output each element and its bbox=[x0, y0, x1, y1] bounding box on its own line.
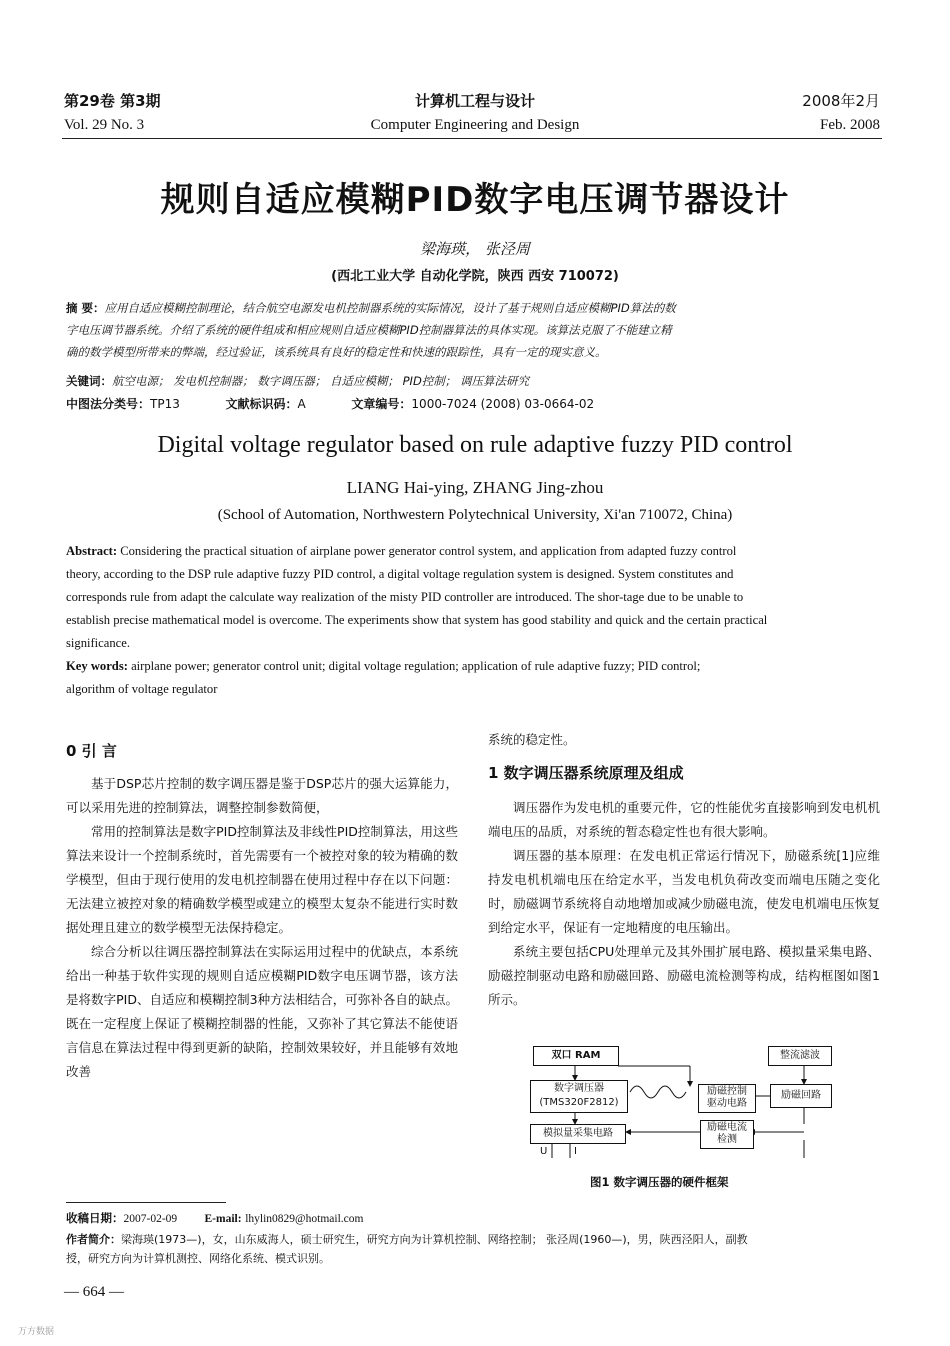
footnote-rule bbox=[66, 1202, 226, 1203]
email-address[interactable]: lhylin0829@hotmail.com bbox=[245, 1213, 364, 1225]
doc-code-label: 文献标识码： bbox=[225, 397, 298, 411]
keywords-en-label: Key words: bbox=[66, 659, 128, 673]
detect-label-2: 检测 bbox=[717, 1134, 737, 1145]
abstract-cn-line: 应用自适应模糊控制理论，结合航空电源发电机控制器系统的实际情况，设计了基于规则自适应模糊PID算法的数 bbox=[104, 301, 676, 315]
affiliation-en: (School of Automation, Northwestern Polytechnical University, Xi'an 710072, China) bbox=[217, 507, 733, 523]
excitation-drive-box bbox=[698, 1084, 756, 1113]
author-bio bbox=[66, 1230, 886, 1268]
classification-line bbox=[66, 395, 886, 412]
current-input-label: I bbox=[574, 1146, 577, 1157]
paragraph: 系统主要包括CPU处理单元及其外围扩展电路、模拟量采集电路、励磁控制驱动电路和励磁回路、励磁电流检测等构成，结构框图如图1所示。 bbox=[488, 944, 880, 1007]
watermark: 万方数据 bbox=[18, 1327, 55, 1337]
rectifier-filter-box: 整流滤波 bbox=[768, 1046, 832, 1066]
abstract-en-line: establish precise mathematical model is overcome. The experiments show that system has good stability and quick and the certain practical bbox=[66, 613, 768, 627]
figure-1-diagram bbox=[530, 1042, 840, 1162]
header-volume-en: Vol. 29 No. 3 bbox=[64, 117, 145, 133]
section-0-title: 0 引 言 bbox=[66, 742, 117, 760]
clc-label: 中图法分类号： bbox=[66, 397, 151, 411]
paragraph: 综合分析以往调压器控制算法在实际运用过程中的优缺点，本系统给出一种基于软件实现的规则自适应模糊PID数字电压调节器，该方法是将数字PID、自适应和模糊控制3种方法相结合，可弥补各自的缺点。既在一定程度上保证了模糊控制器的性能，又弥补了其它算法不能使语言信息在算法过程中得到更新的缺陷，控制效果较好，并且能够有效地改善 bbox=[66, 944, 458, 1079]
paragraph: 基于DSP芯片控制的数字调压器是鉴于DSP芯片的强大运算能力，可以采用先进的控制算法，调整控制参数简便， bbox=[66, 776, 458, 815]
right-column-body bbox=[488, 796, 880, 1012]
header-rule bbox=[62, 138, 882, 139]
authors-cn: 梁海瑛， 张泾周 bbox=[420, 240, 530, 258]
paragraph: 常用的控制算法是数字PID控制算法及非线性PID控制算法，用这些算法来设计一个控制系统时，首先需要有一个被控对象的较为精确的数学模型，但由于现行使用的发电机控制器在使用过程中存在以下问题：无法建立被控对象的精确数学模型或建立的模型太复杂不能进行实时数据处理且建立的数学模型无法保持稳定。 bbox=[66, 824, 458, 935]
keywords-cn bbox=[66, 370, 886, 392]
received-date: 2007-02-09 bbox=[123, 1213, 178, 1225]
drive-label-2: 驱动电路 bbox=[707, 1098, 747, 1109]
dsp-label: 数字调压器 bbox=[554, 1083, 604, 1094]
detect-label: 励磁电流 bbox=[707, 1122, 747, 1133]
excitation-loop-box: 励磁回路 bbox=[770, 1084, 832, 1108]
keywords-en-line: algorithm of voltage regulator bbox=[66, 682, 218, 696]
right-column-continuation: 系统的稳定性。 bbox=[488, 732, 576, 747]
figure-1-caption: 图1 数字调压器的硬件框架 bbox=[590, 1175, 729, 1189]
abstract-cn-line: 字电压调节器系统。介绍了系统的硬件组成和相应规则自适应模糊PID控制器算法的具体实现。该算法克服了不能建立精 bbox=[66, 323, 672, 337]
current-detect-box bbox=[700, 1120, 754, 1149]
article-number-label: 文章编号： bbox=[351, 397, 412, 411]
abstract-cn bbox=[66, 297, 886, 363]
bio-label: 作者简介： bbox=[66, 1233, 121, 1246]
affiliation-cn: (西北工业大学 自动化学院，陕西 西安 710072) bbox=[331, 269, 619, 284]
drive-label: 励磁控制 bbox=[707, 1086, 747, 1097]
abstract-cn-label: 摘 要： bbox=[66, 301, 105, 315]
abstract-en-line: significance. bbox=[66, 636, 130, 650]
email-label: E-mail: bbox=[204, 1213, 242, 1225]
section-1-title: 1 数字调压器系统原理及组成 bbox=[488, 764, 684, 782]
dual-port-ram-box: 双口 RAM bbox=[533, 1046, 619, 1066]
abstract-en bbox=[66, 540, 886, 701]
article-number-value: 1000-7024 (2008) 03-0664-02 bbox=[411, 397, 595, 411]
voltage-input-label: U bbox=[540, 1146, 548, 1157]
analog-acquisition-box: 模拟量采集电路 bbox=[530, 1124, 626, 1144]
bio-line: 梁海瑛(1973—)，女，山东威海人，硕士研究生，研究方向为计算机控制、网络控制； 张泾周(1960—)，男，陕西泾阳人，副教 bbox=[121, 1233, 748, 1246]
header-date-en: Feb. 2008 bbox=[820, 117, 880, 133]
abstract-en-line: corresponds rule from adapt the calculate way realization of the misty PID controller are introduced. The shor-tage due to be unable to bbox=[66, 590, 744, 604]
page-number: — 664 — bbox=[64, 1284, 124, 1300]
abstract-en-line: Considering the practical situation of airplane power generator control system, and application from adapted fuzzy control bbox=[120, 544, 737, 558]
clc-value: TP13 bbox=[150, 397, 180, 411]
paragraph: 调压器的基本原理：在发电机正常运行情况下，励磁系统[1]应维持发电机机端电压在给定水平，当发电机负荷改变而端电压随之变化时，励磁调节系统将自动地增加或减少励磁电流，使发电机端电压恢复到给定水平，保证有一定地精度的电压输出。 bbox=[488, 848, 880, 935]
keywords-en-line: airplane power; generator control unit; digital voltage regulation; application of rule adaptive fuzzy; PID control; bbox=[131, 659, 701, 673]
dsp-regulator-box bbox=[530, 1080, 628, 1113]
paper-title-en: Digital voltage regulator based on rule adaptive fuzzy PID control bbox=[157, 432, 793, 458]
received-line bbox=[66, 1210, 363, 1226]
paper-title-cn: 规则自适应模糊PID数字电压调节器设计 bbox=[160, 180, 790, 220]
header-journal-en: Computer Engineering and Design bbox=[370, 117, 580, 133]
header-date-cn: 2008年2月 bbox=[802, 92, 880, 110]
left-column-body bbox=[66, 772, 458, 1084]
abstract-en-label: Abstract: bbox=[66, 544, 118, 558]
bio-line: 授，研究方向为计算机测控、网络化系统、模式识别。 bbox=[66, 1252, 330, 1265]
abstract-cn-line: 确的数学模型所带来的弊端，经过验证，该系统具有良好的稳定性和快速的跟踪性，具有一定的现实意义。 bbox=[66, 345, 607, 359]
abstract-en-line: theory, according to the DSP rule adaptive fuzzy PID control, a digital voltage regulation system is designed. System constitutes and bbox=[66, 567, 734, 581]
header-journal-cn: 计算机工程与设计 bbox=[414, 92, 535, 110]
authors-en: LIANG Hai-ying, ZHANG Jing-zhou bbox=[346, 478, 604, 497]
doc-code-value: A bbox=[297, 397, 306, 411]
dsp-chip-label: (TMS320F2812) bbox=[539, 1097, 619, 1108]
received-label: 收稿日期： bbox=[66, 1211, 124, 1225]
keywords-cn-label: 关键词： bbox=[66, 374, 112, 388]
keywords-cn-text: 航空电源； 发电机控制器； 数字调压器； 自适应模糊； PID控制； 调压算法研究 bbox=[112, 374, 529, 388]
header-volume-cn: 第29卷 第3期 bbox=[64, 92, 161, 110]
paragraph: 调压器作为发电机的重要元件，它的性能优劣直接影响到发电机机端电压的品质，对系统的暂态稳定性也有很大影响。 bbox=[488, 800, 880, 839]
